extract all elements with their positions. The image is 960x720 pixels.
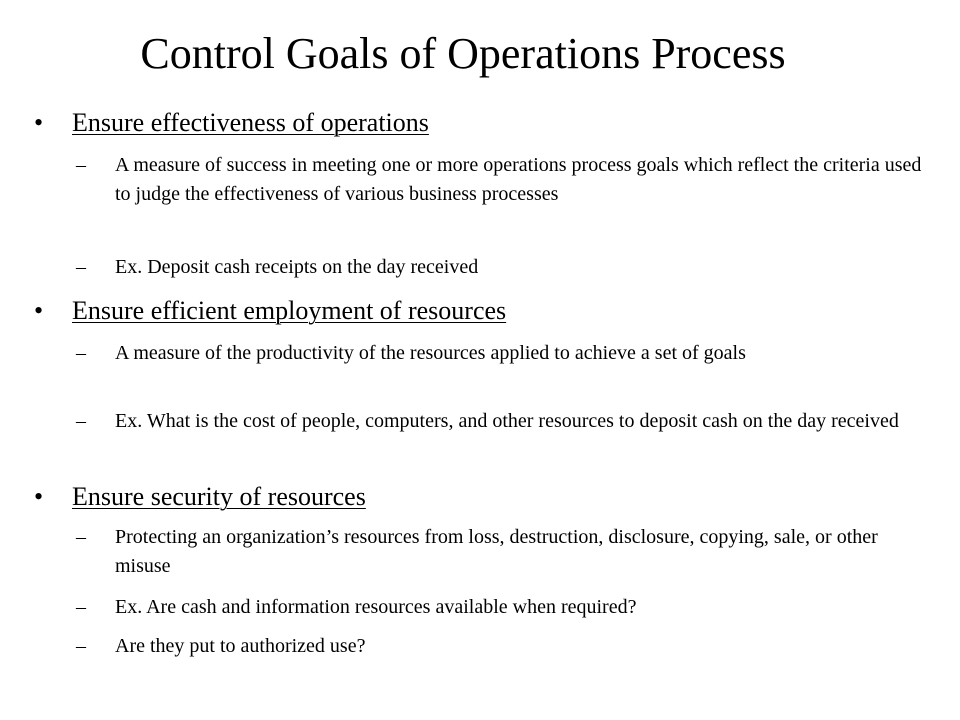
dash-marker: –: [76, 596, 86, 618]
bullet-marker: •: [34, 296, 44, 325]
dash-marker: –: [76, 342, 86, 364]
sub-point-text: Protecting an organization’s resources from loss, destruction, disclosure, copying, sale, or other misuse: [115, 526, 878, 577]
sub-point-text: Are they put to authorized use?: [115, 635, 366, 657]
bullet-heading: Ensure security of resources: [72, 482, 366, 511]
dash-marker: –: [76, 526, 86, 548]
slide-title: Control Goals of Operations Process: [140, 29, 786, 78]
sub-point-text: A measure of the productivity of the resources applied to achieve a set of goals: [115, 342, 746, 364]
sub-point-text: A measure of success in meeting one or more operations process goals which reflect the criteria used to judge the effectiveness of various business processes: [115, 154, 922, 205]
dash-marker: –: [76, 410, 86, 432]
bullet-heading: Ensure effectiveness of operations: [72, 108, 429, 137]
bullet-marker: •: [34, 482, 44, 511]
sub-point-text: Ex. Deposit cash receipts on the day received: [115, 256, 479, 278]
bullet-heading: Ensure efficient employment of resources: [72, 296, 507, 325]
dash-marker: –: [76, 154, 86, 176]
sub-point-text: Ex. What is the cost of people, computers, and other resources to deposit cash on the day received: [115, 410, 899, 432]
dash-marker: –: [76, 256, 86, 278]
sub-point-text: Ex. Are cash and information resources available when required?: [115, 596, 637, 618]
dash-marker: –: [76, 635, 86, 657]
bullet-marker: •: [34, 108, 44, 137]
